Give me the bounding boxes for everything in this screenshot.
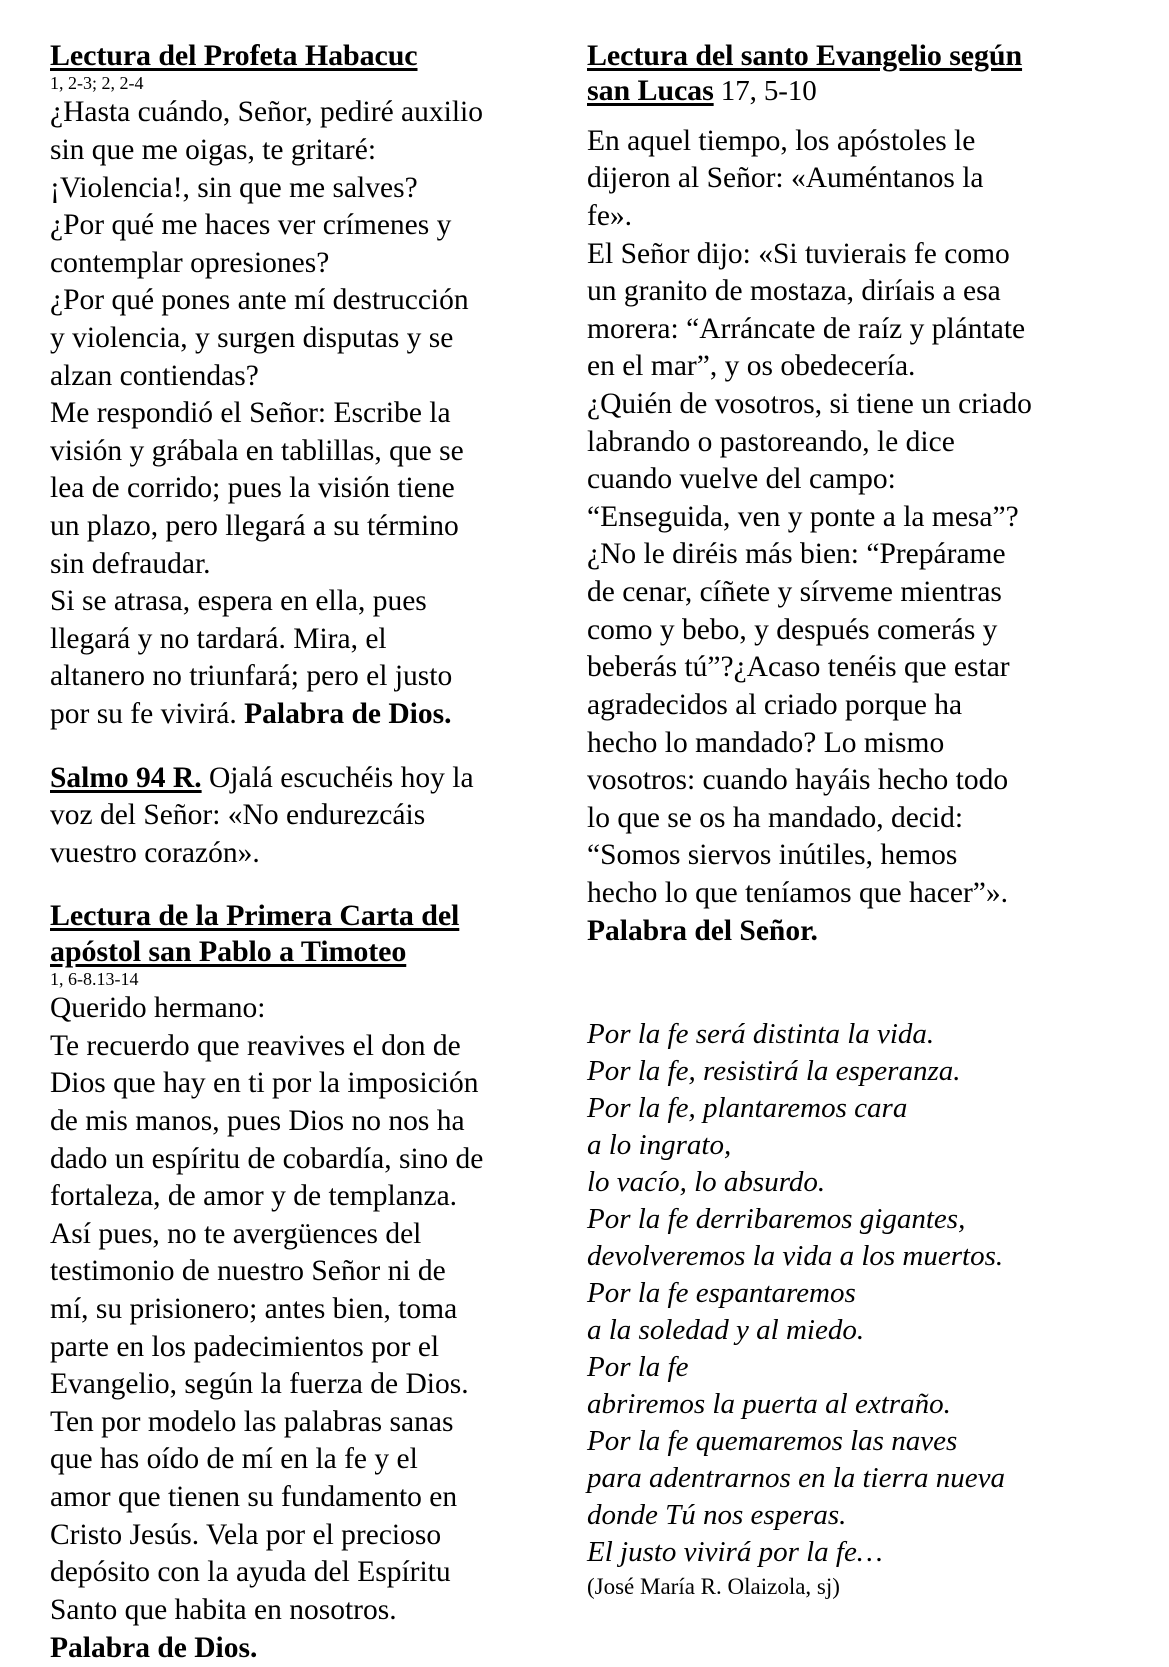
verse-line: ¡Violencia!, sin que me salves? (50, 170, 542, 208)
two-column-layout (50, 38, 1129, 1643)
reading-timoteo-section (50, 898, 542, 1667)
psalm-line: vuestro corazón». (50, 835, 542, 873)
gospel-section (587, 38, 1097, 950)
gospel-heading-line1: Lectura del santo Evangelio según (587, 39, 1022, 72)
verse-line: como y bebo, y después comerás y (587, 612, 1097, 650)
verse-line: dado un espíritu de cobardía, sino de (50, 1141, 542, 1179)
palabra-de-dios-acclamation: Palabra de Dios. (50, 1632, 257, 1664)
palabra-de-dios-acclamation: Palabra de Dios. (244, 698, 451, 730)
poem-line: Por la fe espantaremos (587, 1275, 1097, 1312)
right-column (587, 38, 1097, 1600)
poem-section (587, 1016, 1097, 1600)
verse-line: vosotros: cuando hayáis hecho todo (587, 762, 1097, 800)
gospel-citation: 17, 5-10 (714, 75, 817, 107)
poem-line: a lo ingrato, (587, 1127, 1097, 1164)
verse-closing-prefix: por su fe vivirá. (50, 698, 244, 730)
verse-line: en el mar”, y os obedecería. (587, 348, 1097, 386)
verse-line: En aquel tiempo, los apóstoles le (587, 123, 1097, 161)
verse-line: ¿Hasta cuándo, Señor, pediré auxilio (50, 94, 542, 132)
reading-habacuc-heading-text: Lectura del Profeta Habacuc (50, 39, 418, 72)
verse-line: y violencia, y surgen disputas y se (50, 320, 542, 358)
verse-line: agradecidos al criado porque ha (587, 687, 1097, 725)
poem-line: lo vacío, lo absurdo. (587, 1164, 1097, 1201)
poem-line: Por la fe (587, 1349, 1097, 1386)
verse-line: altanero no triunfará; pero el justo (50, 658, 542, 696)
verse-line: Dios que hay en ti por la imposición (50, 1065, 542, 1103)
verse-line: labrando o pastoreando, le dice (587, 424, 1097, 462)
psalm-first-line (50, 760, 542, 798)
verse-line-closing (50, 1630, 542, 1667)
verse-line: Querido hermano: (50, 990, 542, 1028)
verse-line: “Somos siervos inútiles, hemos (587, 837, 1097, 875)
verse-line: El Señor dijo: «Si tuvierais fe como (587, 236, 1097, 274)
verse-line: un plazo, pero llegará a su término (50, 508, 542, 546)
poem-line: Por la fe será distinta la vida. (587, 1016, 1097, 1053)
verse-line: de cenar, cíñete y sírveme mientras (587, 574, 1097, 612)
spacer (587, 950, 1097, 1016)
verse-line: que has oído de mí en la fe y el (50, 1441, 542, 1479)
verse-line: depósito con la ayuda del Espíritu (50, 1554, 542, 1592)
reading-habacuc-section (50, 38, 542, 734)
palabra-del-senor-acclamation: Palabra del Señor. (587, 915, 818, 947)
psalm-line: voz del Señor: «No endurezcáis (50, 797, 542, 835)
verse-line: dijeron al Señor: «Auméntanos la (587, 160, 1097, 198)
poem-line: abriremos la puerta al extraño. (587, 1386, 1097, 1423)
psalm-section (50, 760, 542, 873)
poem-line: Por la fe, plantaremos cara (587, 1090, 1097, 1127)
psalm-line: Ojalá escuchéis hoy la (202, 762, 474, 794)
verse-line: ¿Quién de vosotros, si tiene un criado (587, 386, 1097, 424)
verse-line: Así pues, no te avergüences del (50, 1216, 542, 1254)
verse-line: Me respondió el Señor: Escribe la (50, 395, 542, 433)
verse-line: morera: “Arráncate de raíz y plántate (587, 311, 1097, 349)
poem-line: Por la fe, resistirá la esperanza. (587, 1053, 1097, 1090)
reading-timoteo-heading-line2: apóstol san Pablo a Timoteo (50, 935, 406, 968)
verse-line: ¿No le diréis más bien: “Prepárame (587, 536, 1097, 574)
verse-line: Te recuerdo que reavives el don de (50, 1028, 542, 1066)
verse-line: lea de corrido; pues la visión tiene (50, 470, 542, 508)
verse-line: cuando vuelve del campo: (587, 461, 1097, 499)
reading-habacuc-heading (50, 38, 542, 73)
verse-line: parte en los padecimientos por el (50, 1329, 542, 1367)
poem-line: donde Tú nos esperas. (587, 1497, 1097, 1534)
verse-line: sin que me oigas, te gritaré: (50, 132, 542, 170)
verse-line: ¿Por qué pones ante mí destrucción (50, 282, 542, 320)
poem-line: a la soledad y al miedo. (587, 1312, 1097, 1349)
verse-line-closing (587, 913, 1097, 951)
reading-timoteo-heading-line1: Lectura de la Primera Carta del (50, 899, 459, 932)
verse-line: visión y grábala en tablillas, que se (50, 433, 542, 471)
verse-line: lo que se os ha mandado, decid: (587, 800, 1097, 838)
verse-line: contemplar opresiones? (50, 245, 542, 283)
left-column (50, 38, 542, 1667)
spacer (50, 734, 542, 760)
verse-line-closing (50, 696, 542, 734)
gospel-heading (587, 38, 1097, 109)
verse-line: beberás tú”?¿Acaso tenéis que estar (587, 649, 1097, 687)
poem-line: devolveremos la vida a los muertos. (587, 1238, 1097, 1275)
reading-habacuc-citation: 1, 2-3; 2, 2-4 (50, 74, 542, 93)
verse-line: un granito de mostaza, diríais a esa (587, 273, 1097, 311)
verse-line: ¿Por qué me haces ver crímenes y (50, 207, 542, 245)
poem-line: para adentrarnos en la tierra nueva (587, 1460, 1097, 1497)
verse-line: “Enseguida, ven y ponte a la mesa”? (587, 499, 1097, 537)
verse-line: sin defraudar. (50, 546, 542, 584)
verse-line: Ten por modelo las palabras sanas (50, 1404, 542, 1442)
verse-line: Si se atrasa, espera en ella, pues (50, 583, 542, 621)
verse-line: de mis manos, pues Dios no nos ha (50, 1103, 542, 1141)
reading-timoteo-heading (50, 898, 542, 969)
verse-line: testimonio de nuestro Señor ni de (50, 1253, 542, 1291)
poem-line: Por la fe derribaremos gigantes, (587, 1201, 1097, 1238)
gospel-heading-line2: san Lucas (587, 74, 714, 107)
verse-line: mí, su prisionero; antes bien, toma (50, 1291, 542, 1329)
verse-line: Santo que habita en nosotros. (50, 1592, 542, 1630)
spacer (50, 872, 542, 898)
verse-line: Cristo Jesús. Vela por el precioso (50, 1517, 542, 1555)
verse-line: hecho lo que teníamos que hacer”». (587, 875, 1097, 913)
verse-line: Evangelio, según la fuerza de Dios. (50, 1366, 542, 1404)
verse-line: fe». (587, 198, 1097, 236)
reading-timoteo-citation: 1, 6-8.13-14 (50, 970, 542, 989)
poem-line: Por la fe quemaremos las naves (587, 1423, 1097, 1460)
spacer (587, 109, 1097, 123)
verse-line: llegará y no tardará. Mira, el (50, 621, 542, 659)
verse-line: amor que tienen su fundamento en (50, 1479, 542, 1517)
poem-attribution: (José María R. Olaizola, sj) (587, 1573, 1097, 1601)
psalm-label: Salmo 94 R. (50, 762, 202, 794)
verse-line: fortaleza, de amor y de templanza. (50, 1178, 542, 1216)
verse-line: hecho lo mandado? Lo mismo (587, 725, 1097, 763)
poem-line: El justo vivirá por la fe… (587, 1534, 1097, 1571)
verse-line: alzan contiendas? (50, 358, 542, 396)
